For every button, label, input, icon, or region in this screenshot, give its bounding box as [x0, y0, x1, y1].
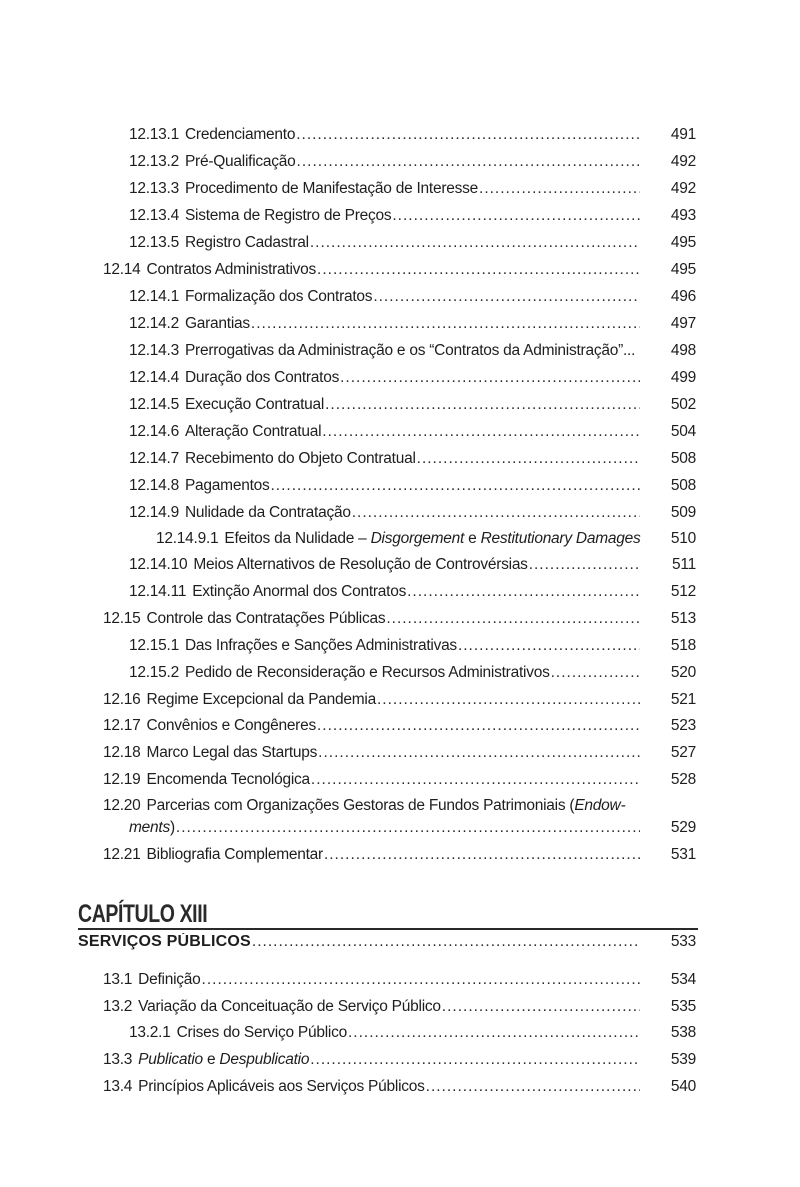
toc-entry[interactable] [0, 342, 800, 366]
entry-number: 12.13.3 [129, 180, 179, 197]
entry-title: Meios Alternativos de Resolução de Controvérsias [193, 556, 528, 573]
dot-leader [310, 234, 640, 252]
chapter-rule [78, 928, 698, 930]
dot-leader [479, 180, 640, 198]
dot-leader [529, 556, 640, 574]
toc-entry[interactable] [0, 504, 800, 528]
entry-page: 521 [670, 691, 696, 708]
entry-page: 491 [670, 126, 696, 143]
entry-title: Convênios e Congêneres [146, 717, 316, 734]
entry-title: Das Infrações e Sanções Administrativas [184, 637, 457, 654]
entry-page: 528 [670, 771, 696, 788]
entry-title: Efeitos da Nulidade – Disgorgement e Restitutionary Damages [224, 530, 641, 547]
entry-page: 496 [670, 288, 696, 305]
dot-leader [373, 288, 640, 306]
chapter-title-entry[interactable] [0, 933, 800, 957]
entry-page: 513 [670, 610, 696, 627]
entry-page: 502 [670, 396, 696, 413]
entry-title: Alteração Contratual [184, 423, 322, 440]
entry-title: Sistema de Registro de Preços [184, 207, 392, 224]
entry-number: 12.20 [103, 797, 141, 814]
entry-number: 12.18 [103, 744, 141, 761]
dot-leader [458, 637, 640, 655]
toc-entry[interactable] [0, 971, 800, 995]
entry-number: 12.13.5 [129, 234, 179, 251]
dot-leader [392, 207, 640, 225]
entry-page: 523 [670, 717, 696, 734]
entry-page: 493 [670, 207, 696, 224]
dot-leader [352, 504, 640, 522]
entry-page: 531 [670, 846, 696, 863]
entry-page: 533 [670, 933, 696, 950]
entry-number: 13.3 [103, 1051, 133, 1068]
entry-page: 527 [670, 744, 696, 761]
toc-entry[interactable] [0, 396, 800, 420]
dot-leader [340, 369, 640, 387]
entry-number: 12.14.6 [129, 423, 179, 440]
entry-number: 12.14.2 [129, 315, 179, 332]
entry-page: 497 [670, 315, 696, 332]
entry-title: Crises do Serviço Público [176, 1024, 347, 1041]
toc-entry[interactable] [0, 998, 800, 1022]
entry-page: 504 [670, 423, 696, 440]
entry-number: 13.2 [103, 998, 133, 1015]
entry-page: 512 [670, 583, 696, 600]
toc-entry[interactable] [0, 530, 800, 554]
toc-entry[interactable] [0, 637, 800, 661]
entry-page: 495 [670, 261, 696, 278]
entry-title: Encomenda Tecnológica [146, 771, 310, 788]
dot-leader [324, 846, 640, 864]
entry-title: Marco Legal das Startups [146, 744, 318, 761]
entry-number: 12.14.9 [129, 504, 179, 521]
entry-number: 12.14.8 [129, 477, 179, 494]
entry-title: Definição [138, 971, 201, 988]
entry-page: 495 [670, 234, 696, 251]
entry-title: Procedimento de Manifestação de Interesse [184, 180, 479, 197]
entry-title-continued: ments) [129, 819, 175, 836]
entry-page: 535 [670, 998, 696, 1015]
entry-title: Controle das Contratações Públicas [146, 610, 386, 627]
entry-number: 12.21 [103, 846, 141, 863]
entry-title: Credenciamento [184, 126, 296, 143]
dot-leader [348, 1024, 640, 1042]
entry-title: Pagamentos [184, 477, 270, 494]
dot-leader [202, 971, 640, 989]
entry-title: Pré-Qualificação [184, 153, 296, 170]
entry-title: Princípios Aplicáveis aos Serviços Públicos [138, 1078, 425, 1095]
dot-leader [311, 771, 640, 789]
dot-leader [296, 126, 640, 144]
entry-number: 12.14.3 [129, 342, 179, 359]
dot-leader [322, 423, 640, 441]
toc-entry[interactable] [0, 450, 800, 474]
entry-number: 12.14.11 [129, 583, 187, 600]
toc-entry[interactable] [0, 153, 800, 177]
toc-entry[interactable] [0, 664, 800, 688]
dot-leader [176, 819, 640, 837]
toc-entry[interactable] [0, 744, 800, 768]
toc-entry[interactable] [0, 207, 800, 231]
entry-page: 511 [672, 556, 696, 573]
entry-title: Prerrogativas da Administração e os “Contratos da Administração”... [184, 342, 636, 359]
entry-title: Duração dos Contratos [184, 369, 340, 386]
dot-leader [377, 691, 640, 709]
dot-leader [407, 583, 640, 601]
entry-number: 12.15 [103, 610, 141, 627]
dot-leader [297, 153, 640, 171]
entry-number: 12.14.10 [129, 556, 188, 573]
dot-leader [442, 998, 640, 1016]
toc-entry-line-1[interactable] [103, 797, 643, 815]
entry-page: 518 [670, 637, 696, 654]
toc-entry[interactable] [0, 846, 800, 870]
toc-entry[interactable] [0, 1078, 800, 1102]
entry-title: Registro Cadastral [184, 234, 309, 251]
entry-number: 12.16 [103, 691, 141, 708]
entry-number: 12.14.9.1 [156, 530, 219, 547]
toc-entry[interactable] [0, 288, 800, 312]
entry-page: 540 [670, 1078, 696, 1095]
entry-title: Parcerias com Organizações Gestoras de Fundos Patrimoniais (Endow- [146, 797, 626, 814]
entry-number: 13.2.1 [129, 1024, 171, 1041]
dot-leader [426, 1078, 640, 1096]
entry-page: 509 [670, 504, 696, 521]
chapter-heading: CAPÍTULO XIII [78, 900, 208, 928]
toc-entry[interactable] [0, 717, 800, 741]
entry-title: Regime Excepcional da Pandemia [146, 691, 376, 708]
toc-entry[interactable] [0, 315, 800, 339]
entry-number: 12.14.1 [129, 288, 179, 305]
entry-number: 12.14 [103, 261, 141, 278]
toc-entry[interactable] [0, 180, 800, 204]
toc-entry[interactable] [0, 369, 800, 393]
dot-leader [325, 396, 640, 414]
toc-entry[interactable] [0, 819, 800, 843]
entry-number: 12.13.2 [129, 153, 179, 170]
dot-leader [271, 477, 641, 495]
entry-title: Formalização dos Contratos [184, 288, 373, 305]
toc-entry[interactable] [0, 477, 800, 501]
entry-title: Contratos Administrativos [146, 261, 317, 278]
entry-number: 12.15.2 [129, 664, 179, 681]
entry-title: Publicatio e Despublicatio [138, 1051, 310, 1068]
entry-number: 12.13.1 [129, 126, 179, 143]
entry-page: 539 [670, 1051, 696, 1068]
toc-entry[interactable] [0, 691, 800, 715]
dot-leader [251, 315, 640, 333]
toc-entry[interactable] [0, 583, 800, 607]
toc-entry[interactable] [0, 423, 800, 447]
dot-leader [317, 717, 640, 735]
entry-number: 12.14.7 [129, 450, 179, 467]
dot-leader [318, 744, 640, 762]
entry-title: Execução Contratual [184, 396, 325, 413]
entry-page: 520 [670, 664, 696, 681]
entry-page: 510 [670, 530, 696, 547]
toc-entry[interactable] [0, 126, 800, 150]
toc-entry[interactable] [0, 1024, 800, 1048]
entry-title: Extinção Anormal dos Contratos [192, 583, 407, 600]
entry-title: Pedido de Reconsideração e Recursos Administrativos [184, 664, 550, 681]
dot-leader [317, 261, 640, 279]
entry-number: 12.19 [103, 771, 141, 788]
toc-entry[interactable] [0, 1051, 800, 1075]
entry-number: 12.17 [103, 717, 141, 734]
entry-page: 492 [670, 180, 696, 197]
entry-number: 13.1 [103, 971, 133, 988]
entry-page: 498 [670, 342, 696, 359]
entry-title: Variação da Conceituação de Serviço Público [138, 998, 441, 1015]
toc-entry[interactable] [0, 261, 800, 285]
toc-entry[interactable] [0, 234, 800, 258]
entry-title: Recebimento do Objeto Contratual [184, 450, 416, 467]
toc-entry[interactable] [0, 771, 800, 795]
dot-leader [310, 1051, 640, 1069]
dot-leader [551, 664, 640, 682]
entry-title: Garantias [184, 315, 250, 332]
dot-leader [417, 450, 640, 468]
toc-entry[interactable] [0, 556, 800, 580]
entry-number: 13.4 [103, 1078, 133, 1095]
entry-page: 508 [670, 477, 696, 494]
dot-leader [386, 610, 640, 628]
entry-page: 508 [670, 450, 696, 467]
entry-page: 529 [670, 819, 696, 836]
chapter-title: SERVIÇOS PÚBLICOS [78, 933, 251, 950]
dot-leader [252, 933, 640, 951]
entry-title: Nulidade da Contratação [184, 504, 351, 521]
entry-number: 12.13.4 [129, 207, 179, 224]
toc-entry[interactable] [0, 610, 800, 634]
entry-page: 538 [670, 1024, 696, 1041]
entry-number: 12.14.5 [129, 396, 179, 413]
entry-page: 499 [670, 369, 696, 386]
entry-number: 12.15.1 [129, 637, 179, 654]
entry-title: Bibliografia Complementar [146, 846, 323, 863]
entry-page: 492 [670, 153, 696, 170]
entry-number: 12.14.4 [129, 369, 179, 386]
entry-page: 534 [670, 971, 696, 988]
